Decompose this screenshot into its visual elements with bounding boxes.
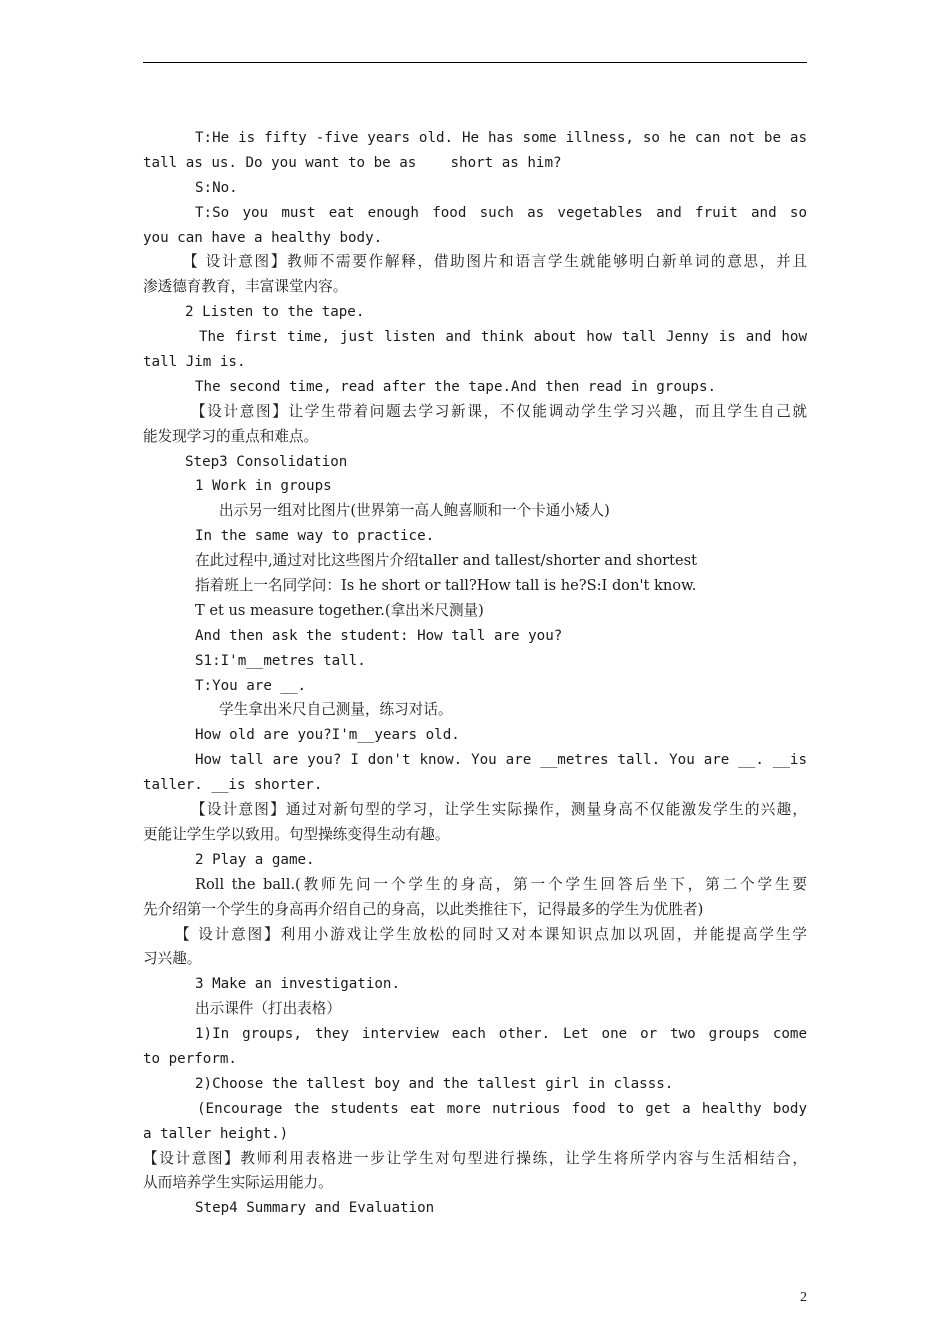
text-line: Step4 Summary and Evaluation xyxy=(195,1200,435,1217)
text-line: 1 Work in groups xyxy=(195,478,332,495)
text-line: 2 Listen to the tape. xyxy=(185,304,365,321)
text-line: Step3 Consolidation xyxy=(185,453,348,470)
text-line: 出示另一组对比图片(世界第一高人鲍喜顺和一个卡通小矮人) xyxy=(219,502,610,520)
text-line: In the same way to practice. xyxy=(195,528,435,545)
text-line: T:So you must eat enough food such as vegetables and fruit and so xyxy=(195,204,807,221)
text-line: to perform. xyxy=(143,1050,237,1067)
text-line: 2 Play a game. xyxy=(195,851,315,868)
text-line: How tall are you? I don't know. You are __metres tall. You are __. __is xyxy=(195,752,807,769)
text-line: T:He is fifty -five years old. He has some illness, so he can not be as xyxy=(195,130,807,146)
text-line: 【设计意图】教师利用表格进一步让学生对句型进行操练，让学生将所学内容与生活相结合， xyxy=(143,1149,807,1167)
text-line: 【设计意图】让学生带着问题去学习新课，不仅能调动学生学习兴趣，而且学生自己就 xyxy=(191,402,807,420)
text-line: 3 Make an investigation. xyxy=(195,976,400,993)
text-line: The second time, read after the tape.And then read in groups. xyxy=(195,378,717,395)
text-line: 从而培养学生实际运用能力。 xyxy=(143,1174,333,1192)
text-line: 习兴趣。 xyxy=(143,950,202,968)
text-line: 渗透德育教育，丰富课堂内容。 xyxy=(143,278,348,296)
text-line: you can have a healthy body. xyxy=(143,229,383,246)
text-line: S1:I'm__metres tall. xyxy=(195,652,366,669)
text-line: 【 设计意图】利用小游戏让学生放松的同时又对本课知识点加以巩固，并能提高学生学 xyxy=(175,925,807,943)
header-rule xyxy=(143,62,807,63)
text-line: How old are you?I'm__years old. xyxy=(195,727,460,744)
text-line: a taller height.) xyxy=(143,1125,289,1142)
text-line: The first time, just listen and think about how tall Jenny is and how xyxy=(199,329,807,346)
text-line: 学生拿出米尺自己测量，练习对话。 xyxy=(219,701,453,719)
text-line: 指着班上一名同学问：Is he short or tall?How tall is he?S:I don't know. xyxy=(195,577,697,595)
text-line: And then ask the student: How tall are you? xyxy=(195,627,563,644)
text-line: S:No. xyxy=(195,179,238,196)
text-line: 1)In groups, they interview each other. Let one or two groups come xyxy=(195,1026,807,1043)
text-line: tall as us. Do you want to be as short as him? xyxy=(143,154,562,171)
text-line: 出示课件（打出表格） xyxy=(195,1000,341,1018)
text-line: 2)Choose the tallest boy and the tallest girl in classs. xyxy=(195,1075,674,1092)
page-number: 2 xyxy=(800,1290,807,1305)
text-line: 能发现学习的重点和难点。 xyxy=(143,427,319,445)
text-line: tall Jim is. xyxy=(143,354,246,371)
document-body xyxy=(143,126,807,1221)
text-line: 【设计意图】通过对新句型的学习，让学生实际操作，测量身高不仅能激发学生的兴趣， xyxy=(191,801,807,819)
text-line: (Encourage the students eat more nutrious food to get a healthy body xyxy=(197,1100,807,1117)
text-line: 【 设计意图】教师不需要作解释，借助图片和语言学生就能够明白新单词的意思，并且 xyxy=(183,253,807,271)
text-line: 在此过程中,通过对比这些图片介绍taller and tallest/shorter and shortest xyxy=(195,552,697,570)
text-line: T et us measure together.(拿出米尺测量) xyxy=(195,601,484,619)
text-line: 先介绍第一个学生的身高再介绍自己的身高，以此类推往下，记得最多的学生为优胜者) xyxy=(143,900,704,918)
text-line: taller. __is shorter. xyxy=(143,777,323,794)
text-line: 更能让学生学以致用。句型操练变得生动有趣。 xyxy=(143,825,450,843)
text-line: T:You are __. xyxy=(195,677,307,694)
text-line: Roll the ball.(教师先问一个学生的身高，第一个学生回答后坐下，第二个学生要 xyxy=(195,875,807,893)
